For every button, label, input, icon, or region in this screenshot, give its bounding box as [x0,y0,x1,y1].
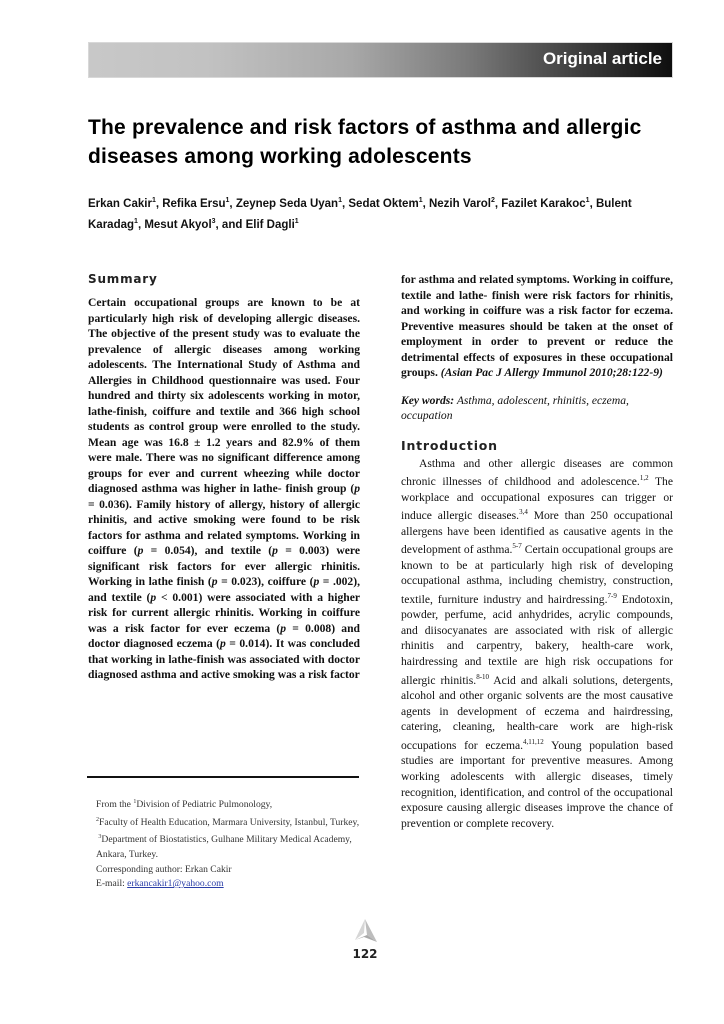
affiliations: From the $^1$Division of Pediatric Pulmonology, $^2$Faculty of Health Education, Marmara University, Istanbul, Turkey, $^3$Department of Biostatistics, Gulhane Military Medical Academy, Ankara, Turkey. Corresponding author: Erkan Cakir E-mail: erkancakir1@yahoo.com [96,795,366,892]
page-footer [340,918,390,961]
journal-logo-icon [352,918,378,944]
summary-text-continued: for asthma and related symptoms. Working in coiffure, textile and lathe- finish were risk factors for rhinitis, and working in coiffure was a risk factor for eczema. Preventive measures should be taken at the onset of employment in order to prevent or reduce the detrimental effects of exposures in these occupational groups. (Asian Pac J Allergy Immunol 2010;28:122-9) [401,273,673,379]
summary-heading: Summary [88,272,158,286]
introduction-text: Asthma and other allergic diseases are common chronic illnesses of childhood and adolescence.$^{1,2}$ The workplace and occupational exposures can trigger or induce allergic diseases.$^{3,4}$ More than 250 occupational allergens have been identified as causative agents in the development of asthma.$^{5-7}$ Certain occupational groups are known to be at particularly high risk of developing occupational asthma, including chemistry, construction, textile, furniture industry and hairdressing.$^{7-9}$ Endotoxin, powder, perfume, acid anhydrides, acrylic compounds, and diisocyanates are associated with risk of allergic rhinitis and carpentry, bakery, health-care work, hairdressing and textile are high risk occupations for allergic rhinitis.$^{8-10}$ Acid and alkali solutions, detergents, alcohol and other organic solvents are the most causative agents in development of eczema and hairdressing, catering, cleaning, health-care work are high-risk occupations for eczema.$^{4,11,12}$ Young population based studies are important for preventive measures. Among working adolescents with allergic diseases, timely recognition, identification, and control of the occupational exposure causing allergic diseases improve the chance of prevention or complete recovery. [401,456,674,830]
author-list: Erkan Cakir$^1$, Refika Ersu$^1$, Zeynep Seda Uyan$^1$, Sedat Oktem$^1$, Nezih Varol$^2$, Fazilet Karakoc$^1$, Bulent Karadag$^1$, Mesut Akyol$^3$, and Elif Dagli$^1$ [88,197,632,231]
page-number: 122 [352,947,378,961]
footnote-divider [87,776,359,778]
citation: (Asian Pac J Allergy Immunol 2010;28:122-9) [440,366,663,379]
summary-text: Certain occupational groups are known to be at particularly high risk of developing allergic diseases. The objective of the present study was to evaluate the prevalence of allergic diseases among working adolescents. The International Study of Asthma and Allergies in Childhood questionnaire was used. Four hundred and thirty six adolescents working in motor, lathe-finish, coiffure and textile and 366 high school students as control group were enrolled to the study. Mean age was 16.8 ± 1.2 years and 82.9% of them were male. There was no significant difference among groups for ever and current wheezing while doctor diagnosed asthma was higher in lathe- finish group (p = 0.036). Family history of allergy, history of allergic rhinitis, and active smoking were found to be risk factors for asthma and related symptoms. Working in coiffure (p = 0.054), and textile (p = 0.003) were significant risk factors for ever allergic rhinitis. Working in lathe finish (p = 0.023), coiffure (p = .002), and textile (p < 0.001) were associated with a higher risk for current allergic rhinitis. Working in coiffure was a risk factor for ever eczema (p = 0.008) and doctor diagnosed eczema (p = 0.014). It was concluded that working in lathe-finish was associated with doctor diagnosed asthma and active smoking was a risk factor [88,296,360,681]
left-column [88,272,360,683]
author-name: Zeynep Seda Uyan [235,197,339,210]
article-title: The prevalence and risk factors of asthma and allergic diseases among working adolescents [88,116,642,168]
author-name: Mesut Akyol [144,218,212,231]
introduction-heading: Introduction [401,437,498,453]
keywords: Key words: Asthma, adolescent, rhinitis, eczema, occupation [401,393,629,422]
author-name: Erkan Cakir [88,197,152,210]
article-type-label: Original article [542,49,662,68]
corresponding-author: Corresponding author: Erkan Cakir [96,863,232,875]
article-type-banner [88,42,673,78]
author-name: Bulent Karadag [88,197,632,231]
author-name: Nezih Varol [428,197,491,210]
author-name: Fazilet Karakoc [501,197,586,210]
email-link[interactable]: erkancakir1@yahoo.com [127,878,224,890]
author-name: Elif Dagli [245,218,295,231]
author-name: Sedat Oktem [348,197,419,210]
right-column [401,272,673,831]
author-name: Refika Ersu [162,197,226,210]
